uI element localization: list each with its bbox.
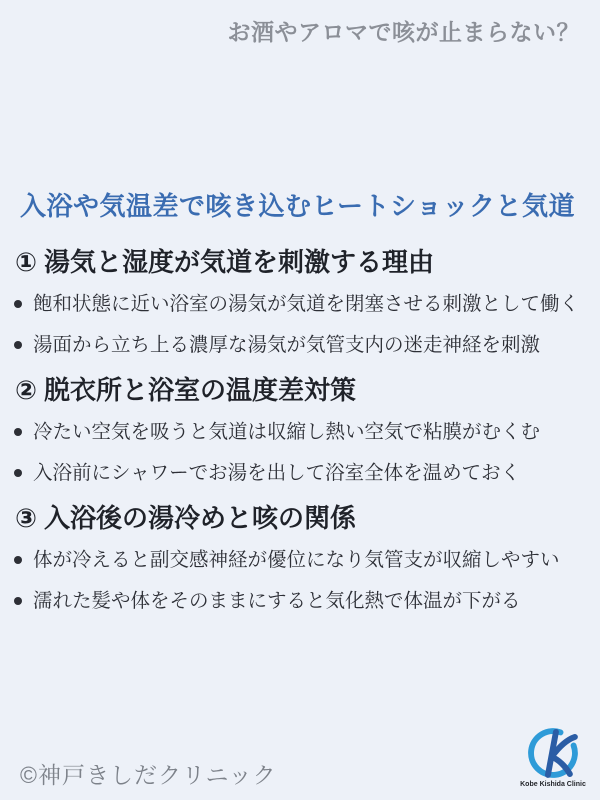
section-heading-text: 入浴後の湯冷めと咳の関係 (44, 503, 357, 533)
bullet-dot-icon (14, 428, 22, 436)
logo-caption: Kobe Kishida Clinic (520, 781, 586, 788)
bullet-list (13, 548, 588, 613)
section-heading-text: 脱衣所と浴室の温度差対策 (44, 375, 357, 405)
bullet-list (13, 420, 588, 485)
section-heading (15, 502, 588, 535)
kobe-kishida-clinic-k-logo-icon (526, 726, 580, 780)
content-sections (13, 246, 588, 630)
list-item-text: 湯面から立ち上る濃厚な湯気が気管支内の迷走神経を刺激 (33, 334, 541, 356)
section-number: ② (15, 375, 38, 405)
list-item-text: 濡れた髪や体をそのままにすると気化熱で体温が下がる (33, 590, 521, 612)
section-number: ① (15, 247, 38, 277)
bullet-list (13, 292, 588, 357)
section-steam-humidity (13, 246, 588, 357)
clinic-logo (518, 726, 588, 788)
section-after-bath (13, 502, 588, 613)
bullet-dot-icon (14, 469, 22, 477)
section-heading-text: 湯気と湿度が気道を刺激する理由 (44, 247, 435, 277)
list-item-text: 飽和状態に近い浴室の湯気が気道を閉塞させる刺激として働く (33, 293, 580, 315)
list-item (13, 292, 588, 316)
list-item (13, 420, 588, 444)
bullet-dot-icon (14, 341, 22, 349)
list-item-text: 入浴前にシャワーでお湯を出して浴室全体を温めておく (33, 462, 521, 484)
list-item (13, 589, 588, 613)
list-item (13, 333, 588, 357)
main-title: 入浴や気温差で咳き込むヒートショックと気道 (20, 191, 575, 221)
list-item (13, 548, 588, 572)
bullet-dot-icon (14, 556, 22, 564)
bullet-dot-icon (14, 300, 22, 308)
section-heading (15, 246, 588, 279)
list-item-text: 冷たい空気を吸うと気道は収縮し熱い空気で粘膜がむくむ (33, 421, 541, 443)
section-number: ③ (15, 503, 38, 533)
copyright-text: ©神戸きしだクリニック (20, 762, 277, 788)
bullet-dot-icon (14, 597, 22, 605)
page-header-title: お酒やアロマで咳が止まらない？ (227, 19, 580, 45)
list-item (13, 461, 588, 485)
section-temperature-gap (13, 374, 588, 485)
list-item-text: 体が冷えると副交感神経が優位になり気管支が収縮しやすい (33, 549, 560, 571)
section-heading (15, 374, 588, 407)
